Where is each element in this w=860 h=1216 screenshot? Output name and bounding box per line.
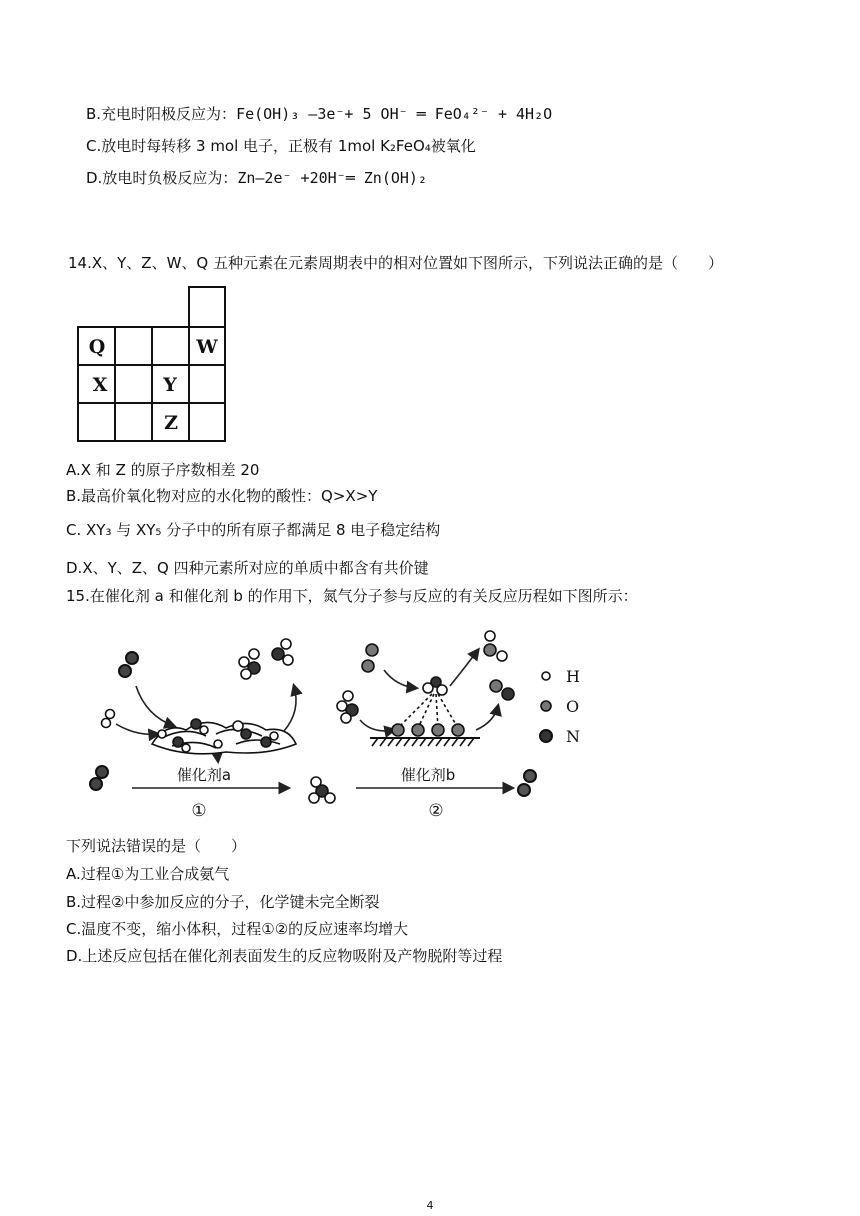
q14-stem: 14.X、Y、Z、W、Q 五种元素在元素周期表中的相对位置如下图所示，下列说法正确的是（ ） [68,254,723,272]
step-1-label: ① [191,801,207,821]
process-2-panel [337,631,536,821]
process-1-panel [90,639,335,821]
q13-option-c: C.放电时每转移 3 mol 电子，正极有 1mol K₂FeO₄被氧化 [86,137,476,155]
q15-stem: 15.在催化剂 a 和催化剂 b 的作用下，氮气分子参与反应的有关反应历程如下图所示： [66,587,638,605]
q13-option-b-prefix: B.充电时阳极反应为： [86,105,237,123]
nh3-molecule-icon [239,639,293,679]
q14-option-b: B.最高价氧化物对应的水化物的酸性：Q>X>Y [66,487,378,505]
q14-option-c: C. XY₃ 与 XY₅ 分子中的所有原子都满足 8 电子稳定结构 [66,521,441,539]
q15-option-a: A.过程①为工业合成氨气 [66,865,230,883]
o2-molecule-icon [362,644,378,672]
h2o-molecule-icon [484,631,507,661]
adsorbed-molecule-icon [392,677,464,736]
q15-option-b: B.过程②中参加反应的分子，化学键未完全断裂 [66,893,380,911]
catalyst-a-surface [152,719,296,754]
q13-option-d-formula: Zn—2e⁻ +20H⁻═ Zn(OH)₂ [237,169,427,187]
q13-option-b-formula: Fe(OH)₃ —3e⁻+ 5 OH⁻ ═ FeO₄²⁻ + 4H₂O [236,105,553,123]
n2-molecule-icon [119,652,138,677]
periodic-table-fragment [76,286,228,444]
catalyst-b-surface [370,738,480,746]
catalyst-b-label: 催化剂b [400,766,456,784]
table-cell-top [189,287,225,327]
page-number: 4 [426,1199,434,1212]
h2-molecule-icon [102,710,115,728]
q13-option-d [86,168,427,188]
table-label-x: X [92,374,108,396]
table-label-q: Q [88,336,106,358]
legend-h-icon [542,672,550,680]
q14-option-a: A.X 和 Z 的原子序数相差 20 [66,461,260,479]
no-molecule-icon [490,680,514,700]
q15-option-c: C.温度不变，缩小体积，过程①②的反应速率均增大 [66,920,409,938]
legend-o-icon [541,701,551,711]
atom-legend [540,667,580,746]
reaction-mechanism-diagram [66,626,626,826]
catalyst-a-label: 催化剂a [176,766,232,784]
nh3-molecule-icon [337,691,358,723]
nh3-molecule-icon [309,777,335,803]
q14-option-d: D.X、Y、Z、Q 四种元素所对应的单质中都含有共价键 [66,559,429,577]
step-2-label: ② [428,801,444,821]
table-label-z: Z [164,412,178,434]
table-label-w: W [196,336,218,358]
legend-o-label: O [566,697,580,716]
legend-n-label: N [566,727,580,746]
legend-n-icon [540,730,552,742]
q13-option-d-prefix: D.放电时负极反应为： [86,169,238,187]
q15-sub-stem: 下列说法错误的是（ ） [66,837,247,855]
q15-option-d: D.上述反应包括在催化剂表面发生的反应物吸附及产物脱附等过程 [66,947,503,965]
n2-molecule-icon [90,766,108,790]
legend-h-label: H [566,667,580,686]
no-product-molecule-icon [518,770,536,796]
table-label-y: Y [163,374,177,396]
q13-option-b [86,104,552,124]
